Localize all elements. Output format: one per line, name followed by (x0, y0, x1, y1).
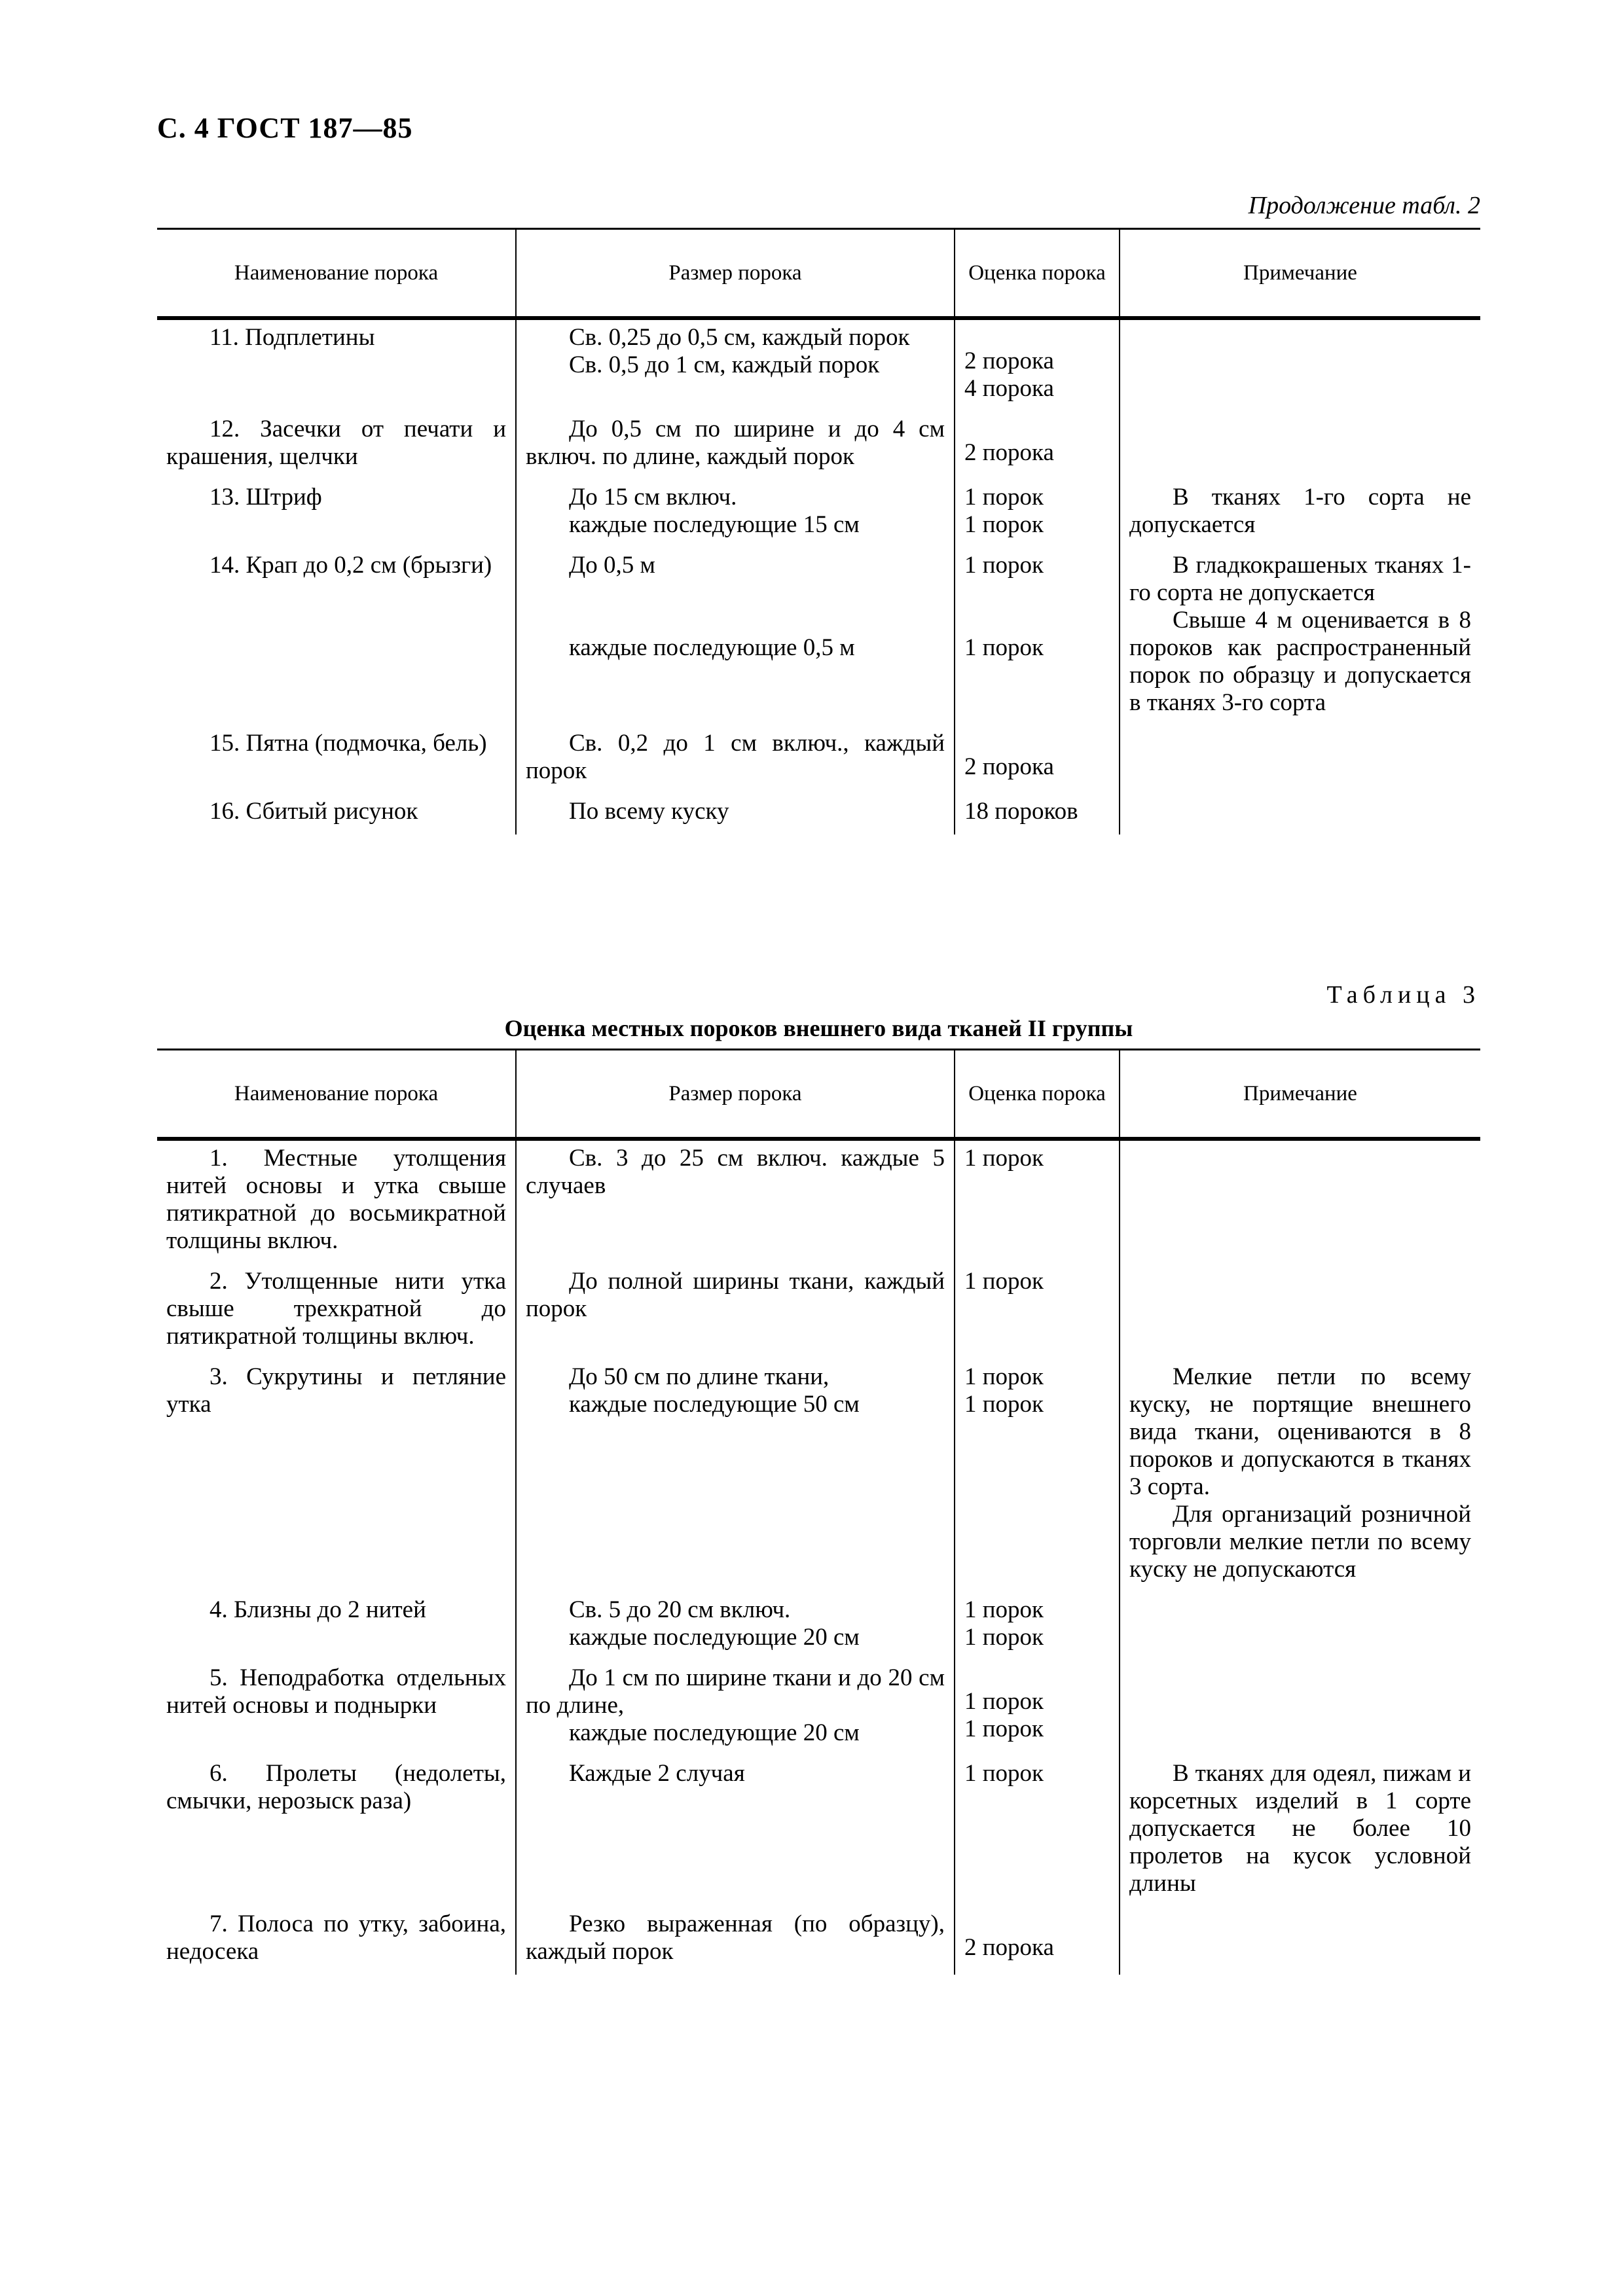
table-row (157, 1907, 1480, 1975)
defect-score-cell (955, 1264, 1120, 1359)
defect-size: Св. 0,25 до 0,5 см, каждый порок (569, 324, 910, 351)
defect-name: 2. Утолщенные нити утка свыше трехкратной до пятикратной толщины включ. (166, 1268, 506, 1350)
defect-size: По всему куску (569, 798, 729, 825)
column-header-name: Наименование порока (157, 1050, 516, 1139)
defect-score: 1 порок (964, 1391, 1044, 1418)
defect-name: 11. Подплетины (210, 324, 375, 351)
defect-name: 15. Пятна (подмочка, бель) (210, 730, 487, 757)
defect-score: 2 порока (964, 439, 1054, 466)
defect-name: 12. Засечки от печати и крашения, щелчки (166, 416, 506, 470)
defect-score: 1 порок (964, 1363, 1044, 1390)
defect-score-cell (955, 794, 1120, 834)
defect-size: каждые последующие 50 см (569, 1391, 860, 1418)
defect-size-cell (516, 318, 955, 412)
defect-score-cell (955, 1907, 1120, 1975)
defect-size: До 1 см по ширине ткани и до 20 см по длине, (526, 1664, 945, 1719)
table-continuation-label: Продолжение табл. 2 (1248, 192, 1480, 219)
table-row (157, 1264, 1480, 1359)
defect-size: До 0,5 м (569, 552, 655, 579)
defect-size: каждые последующие 20 см (569, 1719, 860, 1746)
page-header: С. 4 ГОСТ 187—85 (157, 112, 413, 144)
defect-size: Св. 0,5 до 1 см, каждый порок (569, 351, 880, 378)
defect-name-cell (157, 1359, 516, 1592)
defect-score-cell (955, 412, 1120, 480)
defect-size-cell (516, 1592, 955, 1660)
defect-note-cell (1120, 1139, 1480, 1264)
defect-size-cell (516, 1907, 955, 1975)
defect-note: В тканях для одеял, пижам и корсетных изделий в 1 сорте допускается не более 10 пролетов на кусок условной длины (1129, 1760, 1471, 1897)
defect-size-cell (516, 480, 955, 548)
defect-name-cell (157, 318, 516, 412)
table-row (157, 480, 1480, 548)
defect-score-cell (955, 1592, 1120, 1660)
defect-name-cell (157, 412, 516, 480)
defect-note-cell (1120, 1359, 1480, 1592)
column-header-name: Наименование порока (157, 229, 516, 319)
defect-name-cell (157, 1756, 516, 1907)
defect-size-cell (516, 548, 955, 726)
defect-score: 1 порок (964, 1624, 1044, 1651)
defect-note-cell (1120, 726, 1480, 794)
defect-score: 18 пороков (964, 798, 1078, 825)
defect-size-cell (516, 1139, 955, 1264)
defect-name-cell (157, 1907, 516, 1975)
defect-size-cell (516, 1756, 955, 1907)
defect-name-cell (157, 726, 516, 794)
defect-score: 2 порока (964, 1934, 1054, 1961)
defects-table-2 (157, 228, 1480, 834)
defect-name: 3. Сукрутины и петляние утка (166, 1363, 506, 1418)
defect-name: 6. Пролеты (недолеты, смычки, нерозыск раза) (166, 1760, 506, 1814)
table-row (157, 318, 1480, 412)
defect-score: 1 порок (964, 1715, 1044, 1742)
defect-size-cell (516, 1660, 955, 1756)
defect-score: 1 порок (964, 1268, 1044, 1295)
defect-score: 1 порок (964, 1760, 1044, 1787)
defect-score-cell (955, 318, 1120, 412)
defect-name-cell (157, 1139, 516, 1264)
defect-note-cell (1120, 1660, 1480, 1756)
defect-size: каждые последующие 15 см (569, 511, 860, 538)
defect-name-cell (157, 1592, 516, 1660)
defect-score-cell (955, 1359, 1120, 1592)
table-header-row (157, 229, 1480, 319)
defect-note: В гладкокрашеных тканях 1-го сорта не допускается (1129, 552, 1471, 606)
defect-name-cell (157, 480, 516, 548)
defect-name: 7. Полоса по утку, забоина, недосека (166, 1910, 506, 1965)
table-header-row (157, 1050, 1480, 1139)
table-3-label: Таблица 3 (1326, 981, 1480, 1009)
table-row (157, 1756, 1480, 1907)
table-row (157, 1660, 1480, 1756)
defect-score: 1 порок (964, 511, 1044, 538)
defect-size: каждые последующие 0,5 м (569, 634, 855, 661)
defect-size-cell (516, 412, 955, 480)
defect-size: До 15 см включ. (569, 484, 737, 511)
table-row (157, 412, 1480, 480)
defect-name-cell (157, 1264, 516, 1359)
defect-note: Для организаций розничной торговли мелкие петли по всему куску не допускаются (1129, 1501, 1471, 1583)
defect-name: 13. Штриф (210, 484, 322, 511)
table-row (157, 1592, 1480, 1660)
defect-size: До 50 см по длине ткани, (569, 1363, 830, 1390)
table-row (157, 1359, 1480, 1592)
defect-score: 1 порок (964, 1596, 1044, 1623)
table-row (157, 726, 1480, 794)
defect-score: 2 порока (964, 753, 1054, 780)
defect-note-cell (1120, 1907, 1480, 1975)
column-header-size: Размер порока (516, 229, 955, 319)
column-header-note: Примечание (1120, 229, 1480, 319)
defect-size: Св. 0,2 до 1 см включ., каждый порок (526, 730, 945, 784)
defect-score: 1 порок (964, 634, 1044, 661)
table-row (157, 1139, 1480, 1264)
defect-size-cell (516, 1264, 955, 1359)
defect-name-cell (157, 1660, 516, 1756)
defect-size-cell (516, 794, 955, 834)
defect-score: 2 порока (964, 348, 1054, 374)
defect-note: Свыше 4 м оценивается в 8 пороков как распространенный порок по образцу и допускается в тканях 3-го сорта (1129, 607, 1471, 716)
column-header-score: Оценка порока (955, 229, 1120, 319)
column-header-score: Оценка порока (955, 1050, 1120, 1139)
defect-score: 4 порока (964, 375, 1054, 402)
defect-name: 16. Сбитый рисунок (210, 798, 418, 825)
defect-note-cell (1120, 1264, 1480, 1359)
defects-table-3 (157, 1049, 1480, 1975)
defect-score: 1 порок (964, 484, 1044, 511)
column-header-size: Размер порока (516, 1050, 955, 1139)
defect-score-cell (955, 548, 1120, 726)
defect-score: 1 порок (964, 1145, 1044, 1172)
defect-score-cell (955, 480, 1120, 548)
defect-size: Каждые 2 случая (569, 1760, 745, 1787)
defect-note-cell (1120, 1756, 1480, 1907)
defect-name-cell (157, 794, 516, 834)
defect-size: До 0,5 см по ширине и до 4 см включ. по длине, каждый порок (526, 416, 945, 470)
defect-note: В тканях 1-го сорта не допускается (1129, 484, 1471, 538)
defect-score-cell (955, 1139, 1120, 1264)
defect-name: 14. Крап до 0,2 см (брызги) (210, 552, 492, 579)
defect-score-cell (955, 1660, 1120, 1756)
defect-size: Резко выраженная (по образцу), каждый порок (526, 1910, 945, 1965)
defect-size: Св. 3 до 25 см включ. каждые 5 случаев (526, 1145, 945, 1199)
defect-size-cell (516, 726, 955, 794)
defect-name: 1. Местные утолщения нитей основы и утка свыше пятикратной до восьмикратной толщины включ. (166, 1145, 506, 1254)
column-header-note: Примечание (1120, 1050, 1480, 1139)
defect-note-cell (1120, 318, 1480, 412)
defect-name: 5. Неподработка отдельных нитей основы и поднырки (166, 1664, 506, 1719)
defect-score: 1 порок (964, 552, 1044, 579)
defect-score-cell (955, 1756, 1120, 1907)
defect-note-cell (1120, 412, 1480, 480)
defect-name: 4. Близны до 2 нитей (210, 1596, 426, 1623)
defect-name-cell (157, 548, 516, 726)
table-3-title: Оценка местных пороков внешнего вида тканей II группы (504, 1015, 1133, 1041)
table-row (157, 794, 1480, 834)
defect-size: До полной ширины ткани, каждый порок (526, 1268, 945, 1322)
defect-note-cell (1120, 548, 1480, 726)
table-row (157, 548, 1480, 726)
defect-score: 1 порок (964, 1688, 1044, 1715)
defect-note-cell (1120, 480, 1480, 548)
defect-note-cell (1120, 794, 1480, 834)
defect-size: каждые последующие 20 см (569, 1624, 860, 1651)
defect-size: Св. 5 до 20 см включ. (569, 1596, 791, 1623)
defect-score-cell (955, 726, 1120, 794)
defect-note-cell (1120, 1592, 1480, 1660)
defect-note: Мелкие петли по всему куску, не портящие внешнего вида ткани, оцениваются в 8 пороков и допускаются в тканях 3 сорта. (1129, 1363, 1471, 1500)
defect-size-cell (516, 1359, 955, 1592)
